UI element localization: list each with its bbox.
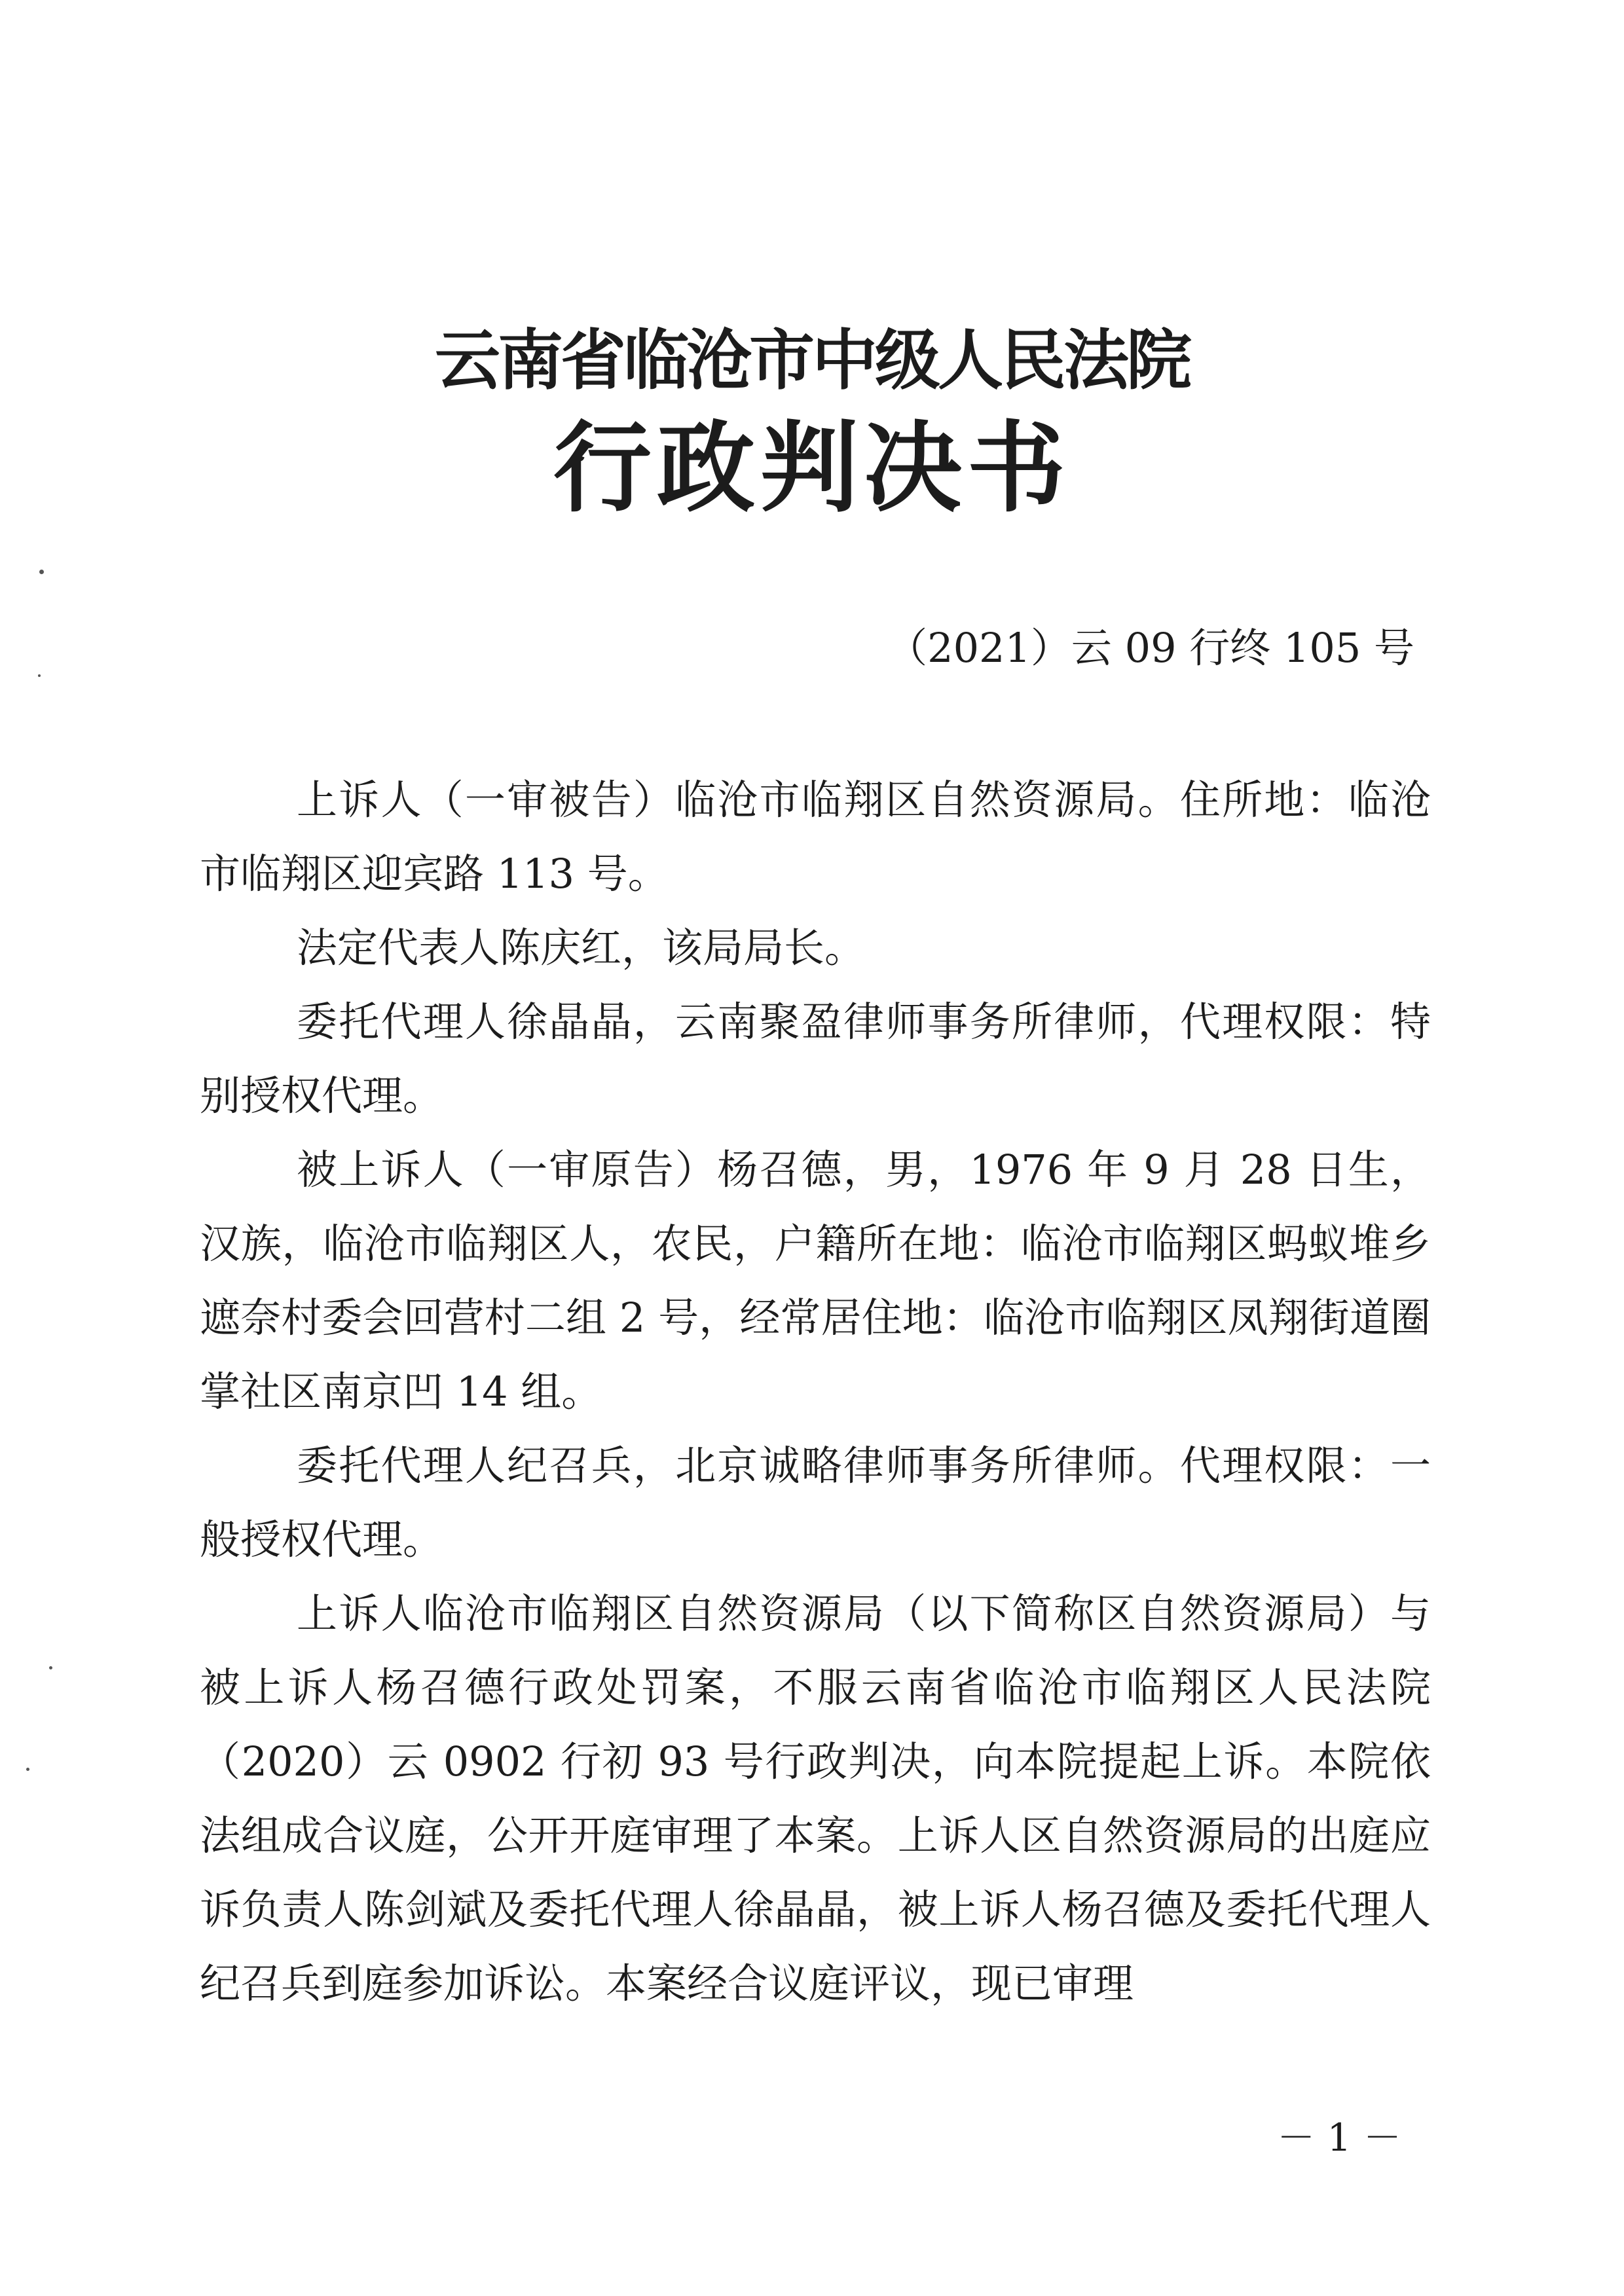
scan-speck — [39, 570, 44, 574]
judgment-body — [200, 763, 1431, 2020]
paragraph-case-background: 上诉人临沧市临翔区自然资源局（以下简称区自然资源局）与被上诉人杨召德行政处罚案，不服云南省临沧市临翔区人民法院（2020）云 0902 行初 93 号行政判决，向本院提起上诉。本院依法组成合议庭，公开开庭审理了本案。上诉人区自然资源局的出庭应诉负责人陈剑斌及委托代理人徐晶晶，被上诉人杨召德及委托代理人纪召兵到庭参加诉讼。本案经合议庭评议，现已审理 — [200, 1590, 1431, 2007]
case-number: （2021）云 09 行终 105 号 — [887, 624, 1414, 672]
paragraph-appellant-agent: 委托代理人徐晶晶，云南聚盈律师事务所律师，代理权限：特别授权代理。 — [200, 998, 1431, 1120]
scan-speck — [38, 674, 41, 677]
scan-speck — [49, 1666, 52, 1669]
scan-speck — [26, 1768, 29, 1771]
document-title: 行政判决书 — [553, 410, 1071, 526]
page-number: － 1 － — [1277, 2115, 1401, 2160]
paragraph-appellee: 被上诉人（一审原告）杨召德，男，1976 年 9 月 28 日生，汉族，临沧市临翔区人，农民，户籍所在地：临沧市临翔区蚂蚁堆乡遮奈村委会回营村二组 2 号，经常居住地：临沧市临翔区凤翔街道圈掌社区南京凹 14 组。 — [200, 1146, 1431, 1415]
paragraph-appellee-agent: 委托代理人纪召兵，北京诚略律师事务所律师。代理权限：一般授权代理。 — [200, 1442, 1431, 1563]
court-name: 云南省临沧市中级人民法院 — [435, 321, 1189, 399]
paragraph-legal-representative: 法定代表人陈庆红，该局局长。 — [297, 924, 866, 972]
paragraph-appellant: 上诉人（一审被告）临沧市临翔区自然资源局。住所地：临沧市临翔区迎宾路 113 号。 — [200, 776, 1431, 898]
